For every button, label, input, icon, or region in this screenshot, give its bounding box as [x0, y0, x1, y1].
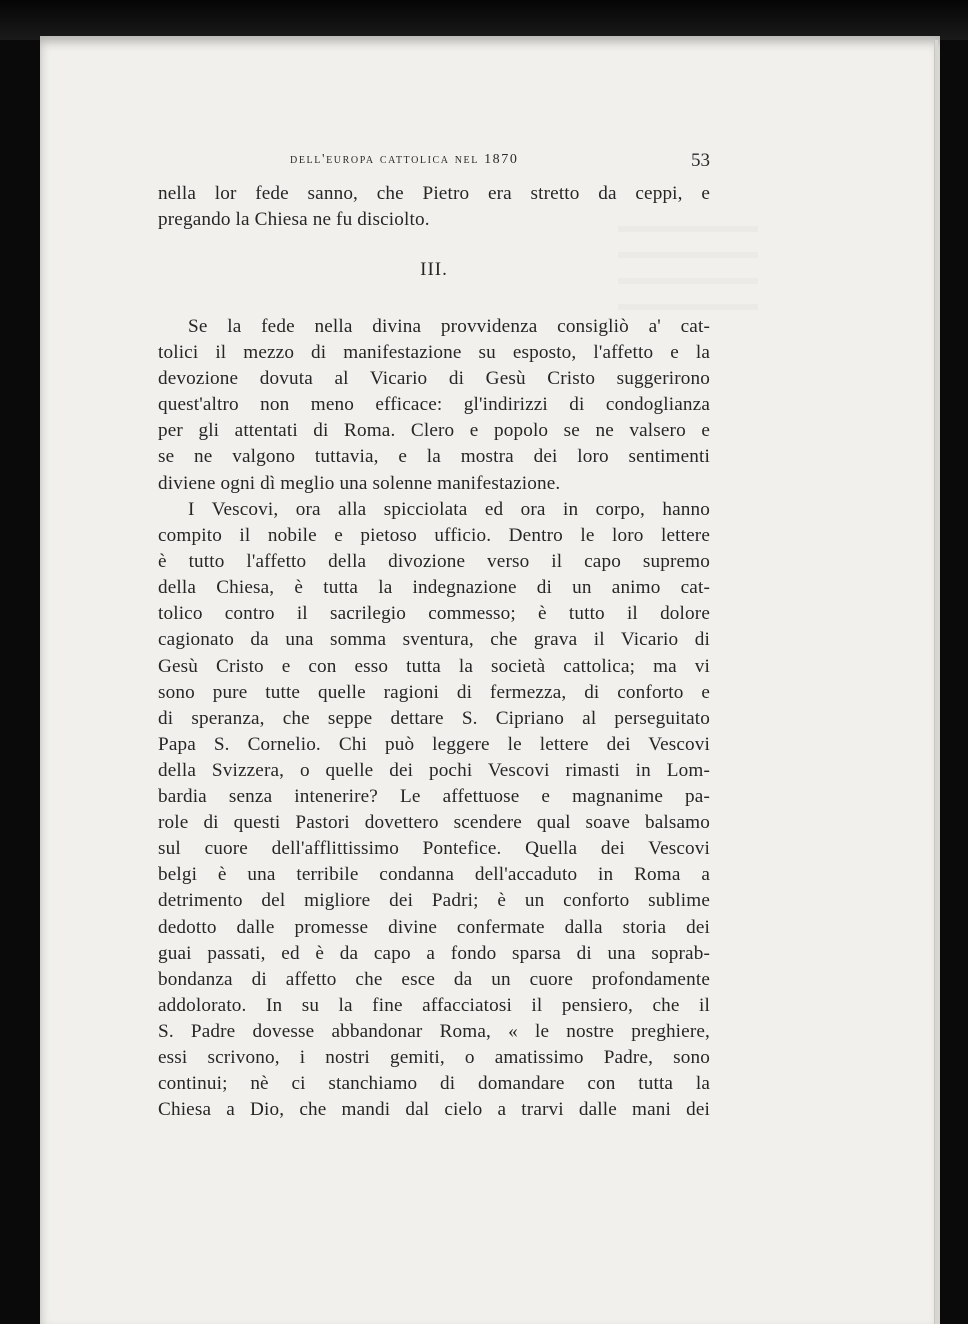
page-edge [934, 40, 938, 1324]
paragraph-manifestation [158, 314, 710, 497]
text-line: compito il nobile e pietoso ufficio. Dentro le loro lettere [158, 525, 710, 547]
running-head-year: 1870 [484, 152, 519, 167]
text-line: è tutto l'affetto della divozione verso il capo supremo [158, 551, 710, 573]
text-line: guai passati, ed è da capo a fondo sparsa di una soprab- [158, 942, 710, 964]
text-line: pregando la Chiesa ne fu disciolto. [158, 209, 430, 231]
text-line: per gli attentati di Roma. Clero e popolo se ne valsero e [158, 420, 710, 442]
text-line: devozione dovuta al Vicario di Gesù Cristo suggerirono [158, 368, 710, 390]
paragraph-bishops [158, 497, 710, 1123]
page-number: 53 [691, 150, 710, 171]
text-line: role di questi Pastori dovettero scendere qual soave balsamo [158, 812, 710, 834]
text-line: bardia senza intenerire? Le affettuose e magnanime pa- [158, 786, 710, 808]
text-line: sul cuore dell'afflittissimo Pontefice. Quella dei Vescovi [158, 838, 710, 860]
text-line: belgi è una terribile condanna dell'accaduto in Roma a [158, 864, 710, 886]
text-line: dedotto dalle promesse divine confermate dalla storia dei [158, 916, 710, 938]
text-line: addolorato. In su la fine affacciatosi il pensiero, che il [158, 994, 710, 1016]
text-line: nella lor fede sanno, che Pietro era stretto da ceppi, e [158, 183, 710, 204]
text-line: detrimento del migliore dei Padri; è un conforto sublime [158, 890, 710, 912]
text-line: Gesù Cristo e con esso tutta la società cattolica; ma vi [158, 655, 710, 677]
section-title: III. [420, 259, 448, 280]
text-line: Se la fede nella divina provvidenza consigliò a' cat- [188, 316, 710, 337]
text-line: bondanza di affetto che esce da un cuore profondamente [158, 968, 710, 990]
text-line: della Chiesa, è tutta la indegnazione di un animo cat- [158, 577, 710, 599]
text-line: cagionato da una somma sventura, che grava il Vicario di [158, 629, 710, 651]
text-line: della Svizzera, o quelle dei pochi Vescovi rimasti in Lom- [158, 759, 710, 781]
scan-border-top [0, 0, 968, 40]
text-line: Chiesa a Dio, che mandi dal cielo a trarvi dalle mani dei [158, 1099, 710, 1121]
text-line: essi scrivono, i nostri gemiti, o amatissimo Padre, sono [158, 1046, 710, 1068]
text-line: Papa S. Cornelio. Chi può leggere le lettere dei Vescovi [158, 733, 710, 755]
text-line: diviene ogni dì meglio una solenne manifestazione. [158, 472, 561, 494]
running-head [290, 152, 518, 168]
page-header [158, 150, 710, 174]
running-head-text: dell'europa cattolica nel [290, 152, 479, 167]
text-line: tolico contro il sacrilegio commesso; è tutto il dolore [158, 603, 710, 625]
text-line: sono pure tutte quelle ragioni di fermezza, di conforto e [158, 681, 710, 703]
text-line: quest'altro non meno efficace: gl'indirizzi di condoglianza [158, 394, 710, 416]
text-line: S. Padre dovesse abbandonar Roma, « le nostre preghiere, [158, 1020, 710, 1042]
text-line: I Vescovi, ora alla spicciolata ed ora in corpo, hanno [188, 499, 710, 520]
text-line: tolici il mezzo di manifestazione su esposto, l'affetto e la [158, 342, 710, 364]
paragraph-continuation [158, 181, 710, 233]
text-line: continui; nè ci stanchiamo di domandare con tutta la [158, 1073, 710, 1095]
text-line: se ne valgono tuttavia, e la mostra dei loro sentimenti [158, 446, 710, 468]
text-line: di speranza, che seppe dettare S. Cipriano al perseguitato [158, 707, 710, 729]
